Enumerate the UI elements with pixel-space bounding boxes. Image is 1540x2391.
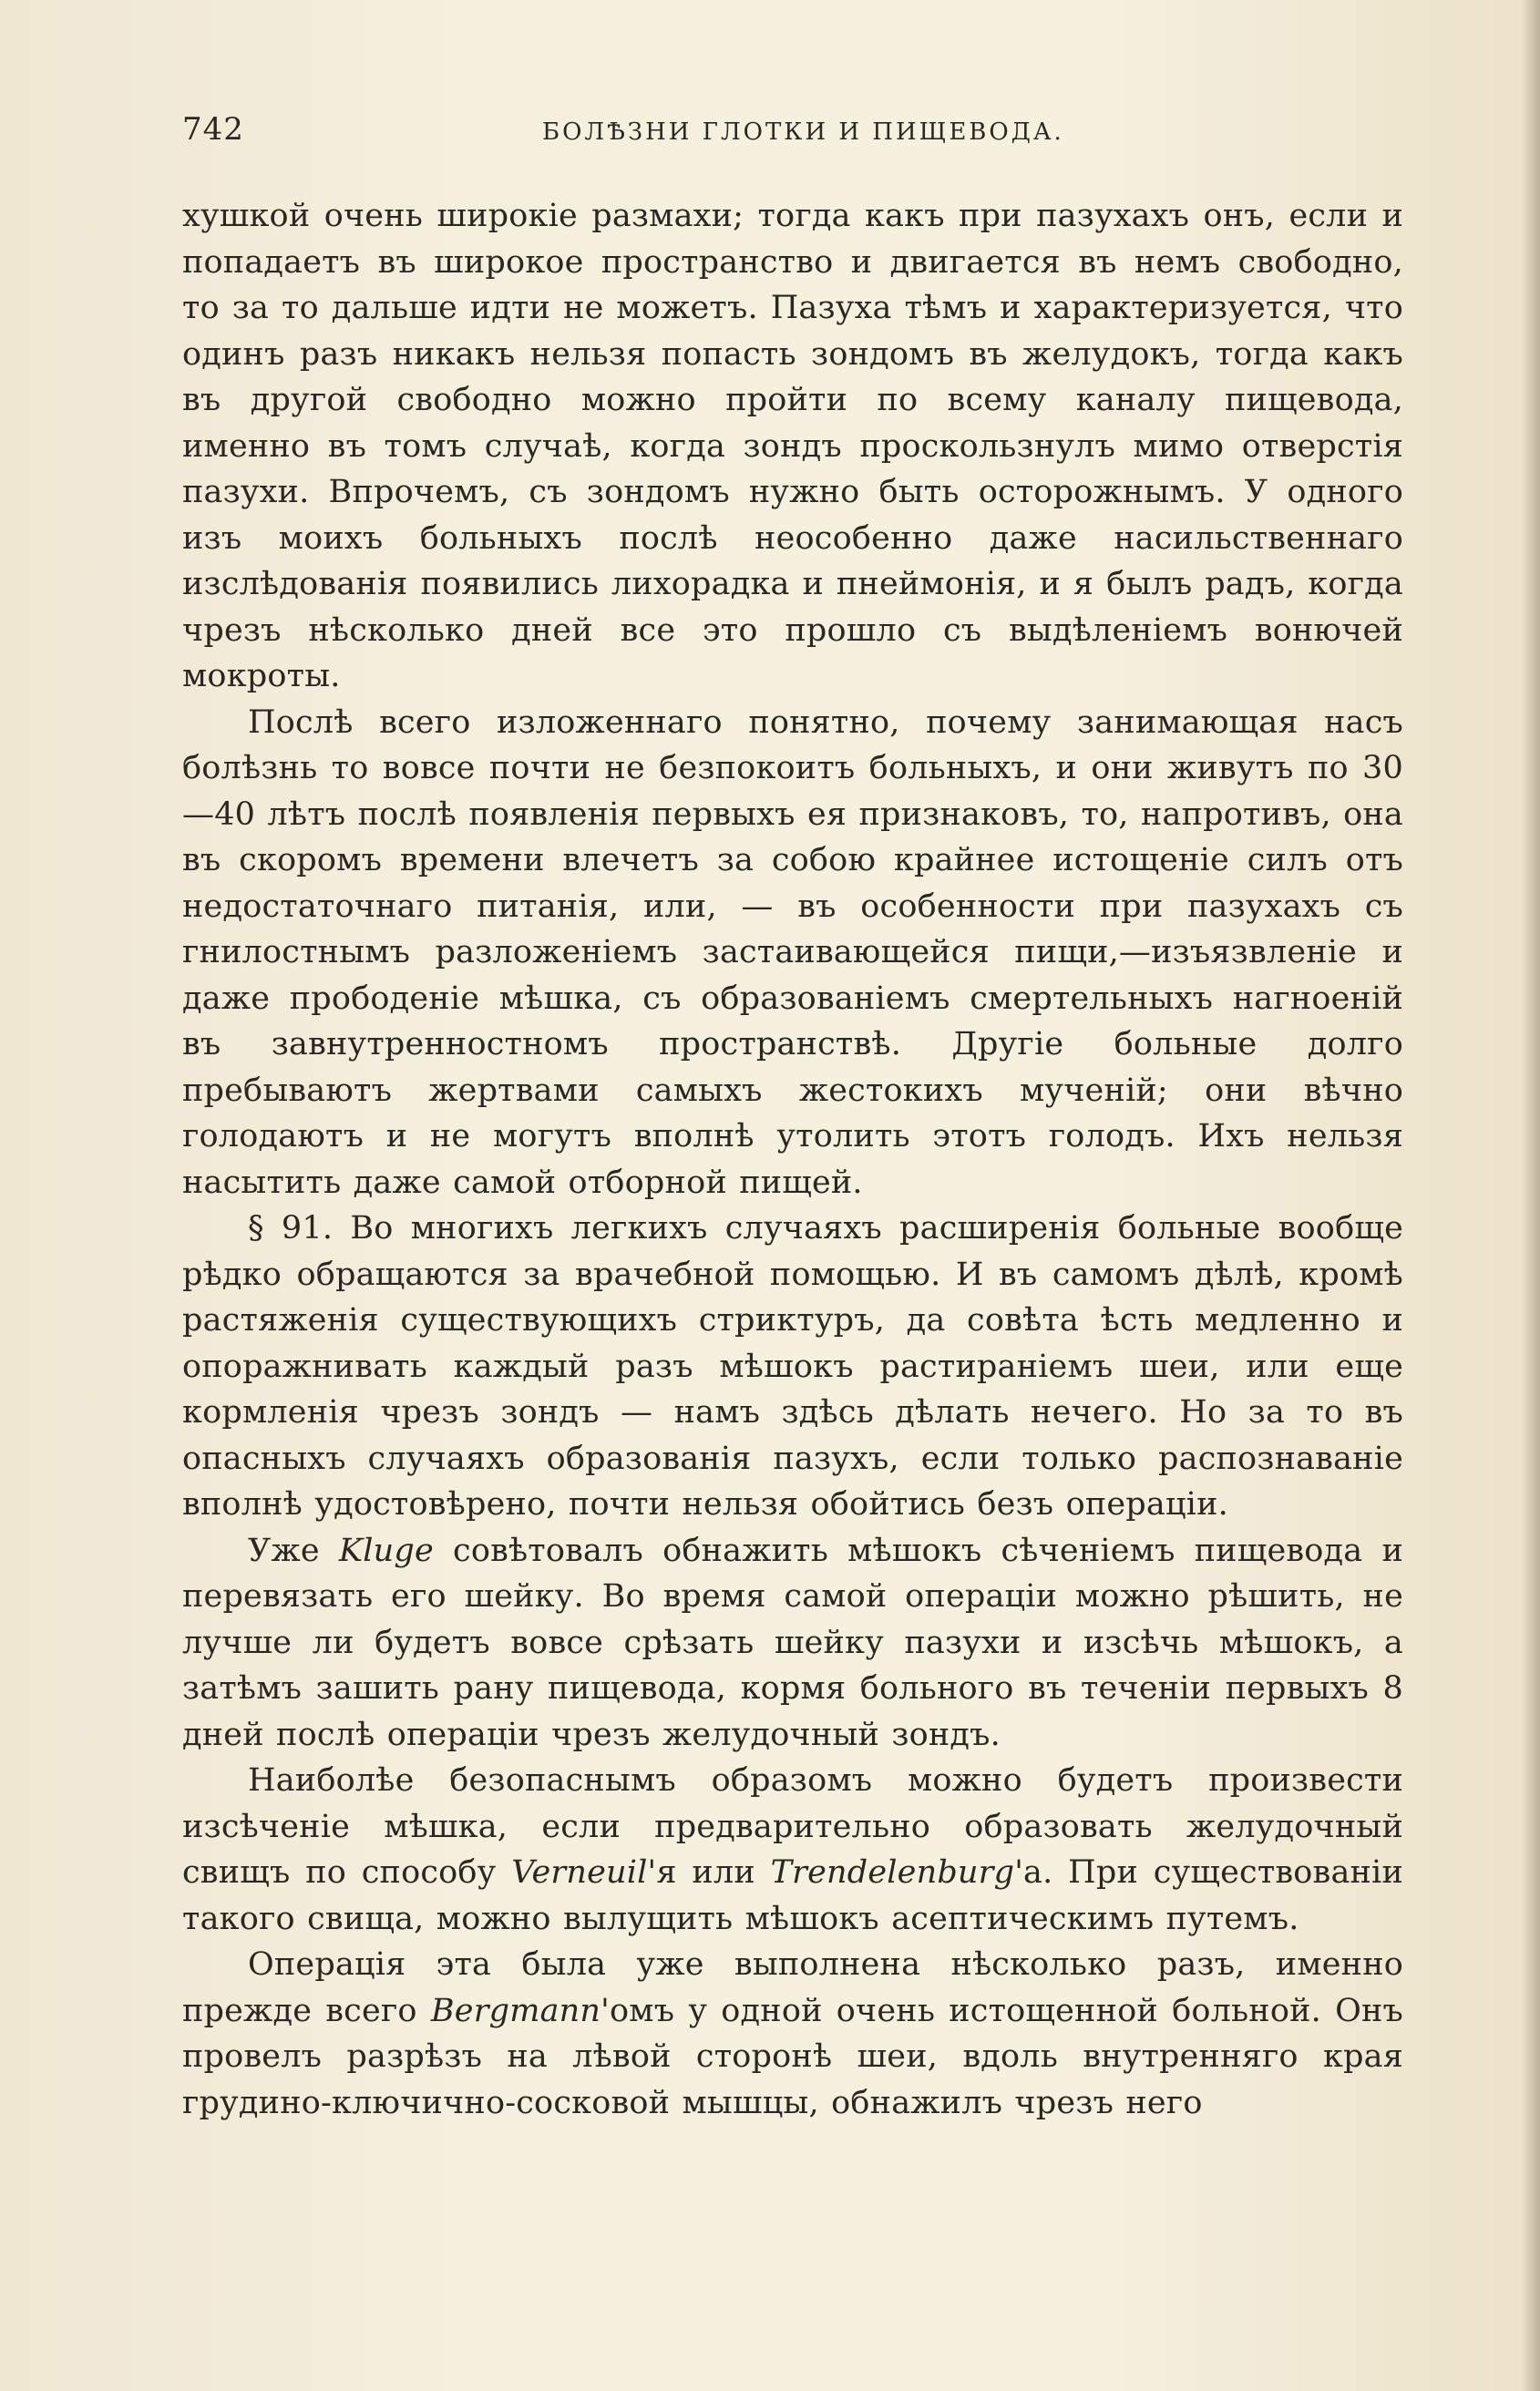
paragraph-5-middle: 'я или xyxy=(647,1854,771,1891)
paragraph-6-start: Операція эта была уже выполнена нѣсколько разъ, именно прежде всего xyxy=(182,1946,1403,2029)
paragraph-4 xyxy=(182,1528,1403,1759)
page-number: 742 xyxy=(182,111,244,148)
paragraph-6-rest: 'омъ у одной очень истощенной больной. Онъ провелъ разрѣзъ на лѣвой сторонѣ шеи, вдоль внутренняго края грудино-ключично-сосковой мышцы, обнажилъ чрезъ него xyxy=(182,1992,1403,2121)
running-head: БОЛѢЗНИ ГЛОТКИ И ПИЩЕВОДА. xyxy=(542,118,1064,146)
paragraph-3-section-91: § 91. Во многихъ легкихъ случаяхъ расширенія больные вообще рѣдко обращаются за врачебной помощью. И въ самомъ дѣлѣ, кромѣ растяженія существующихъ стриктуръ, да совѣта ѣсть медленно и опоражнивать каждый разъ мѣшокъ растираніемъ шеи, или еще кормленія чрезъ зондъ — намъ здѣсь дѣлать нечего. Но за то въ опасныхъ случаяхъ образованія пазухъ, если только распознаваніе вполнѣ удостовѣрено, почти нельзя обойтись безъ операціи. xyxy=(182,1210,1403,1523)
paragraph-5-rest: 'а. При существованіи такого свища, можно вылущить мѣшокъ асептическимъ путемъ. xyxy=(182,1854,1403,1937)
author-name-kluge: Kluge xyxy=(338,1532,434,1569)
author-name-bergmann: Bergmann xyxy=(430,1992,601,2029)
paragraph-4-rest: совѣтовалъ обнажить мѣшокъ сѣченіемъ пищевода и перевязать его шейку. Во время самой операціи можно рѣшить, не лучше ли будетъ вовсе срѣзать шейку пазухи и изсѣчь мѣшокъ, а затѣмъ зашить рану пищевода, кормя больного въ теченіи первыхъ 8 дней послѣ операціи чрезъ желудочный зондъ. xyxy=(182,1532,1403,1753)
paragraph-1: хушкой очень широкіе размахи; тогда какъ при пазухахъ онъ, если и попадаетъ въ широкое пространство и двигается въ немъ свободно, то за то дальше идти не можетъ. Пазуха тѣмъ и характеризуется, что одинъ разъ никакъ нельзя попасть зондомъ въ желудокъ, тогда какъ въ другой свободно можно пройти по всему каналу пищевода, именно въ томъ случаѣ, когда зондъ проскользнулъ мимо отверстія пазухи. Впрочемъ, съ зондомъ нужно быть осторожнымъ. У одного изъ моихъ больныхъ послѣ неособенно даже насильственнаго изслѣдованія появились лихорадка и пнеймонія, и я былъ радъ, когда чрезъ нѣсколько дней все это прошло съ выдѣленіемъ вонючей мокроты. xyxy=(182,198,1403,694)
author-name-verneuil: Verneuil xyxy=(511,1854,648,1891)
paragraph-2: Послѣ всего изложеннаго понятно, почему занимающая насъ болѣзнь то вовсе почти не безпокоитъ больныхъ, и они живутъ по 30—40 лѣтъ послѣ появленія первыхъ ея признаковъ, то, напротивъ, она въ скоромъ времени влечетъ за собою крайнее истощеніе силъ отъ недостаточнаго питанія, или, — въ особенности при пазухахъ съ гнилостнымъ разложеніемъ застаивающейся пищи,—изъязвленіе и даже прободеніе мѣшка, съ образованіемъ смертельныхъ нагноеній въ завнутренностномъ пространствѣ. Другіе больные долго пребываютъ жертвами самыхъ жестокихъ мученій; они вѣчно голодаютъ и не могутъ вполнѣ утолить этотъ голодъ. Ихъ нельзя насытить даже самой отборной пищей. xyxy=(182,703,1403,1201)
paragraph-4-start: Уже xyxy=(248,1532,339,1569)
author-name-trendelenburg: Trendelenburg xyxy=(770,1854,1015,1891)
paragraph-6 xyxy=(182,1942,1403,2126)
paragraph-5 xyxy=(182,1758,1403,1942)
body-text xyxy=(182,193,1403,2126)
paragraph-5-start: Наиболѣе безопаснымъ образомъ можно будетъ произвести изсѣченіе мѣшка, если предварительно образовать желудочный свищъ по способу xyxy=(182,1762,1403,1891)
page-header xyxy=(182,111,1403,157)
page-edge-shadow xyxy=(1522,0,1540,2391)
